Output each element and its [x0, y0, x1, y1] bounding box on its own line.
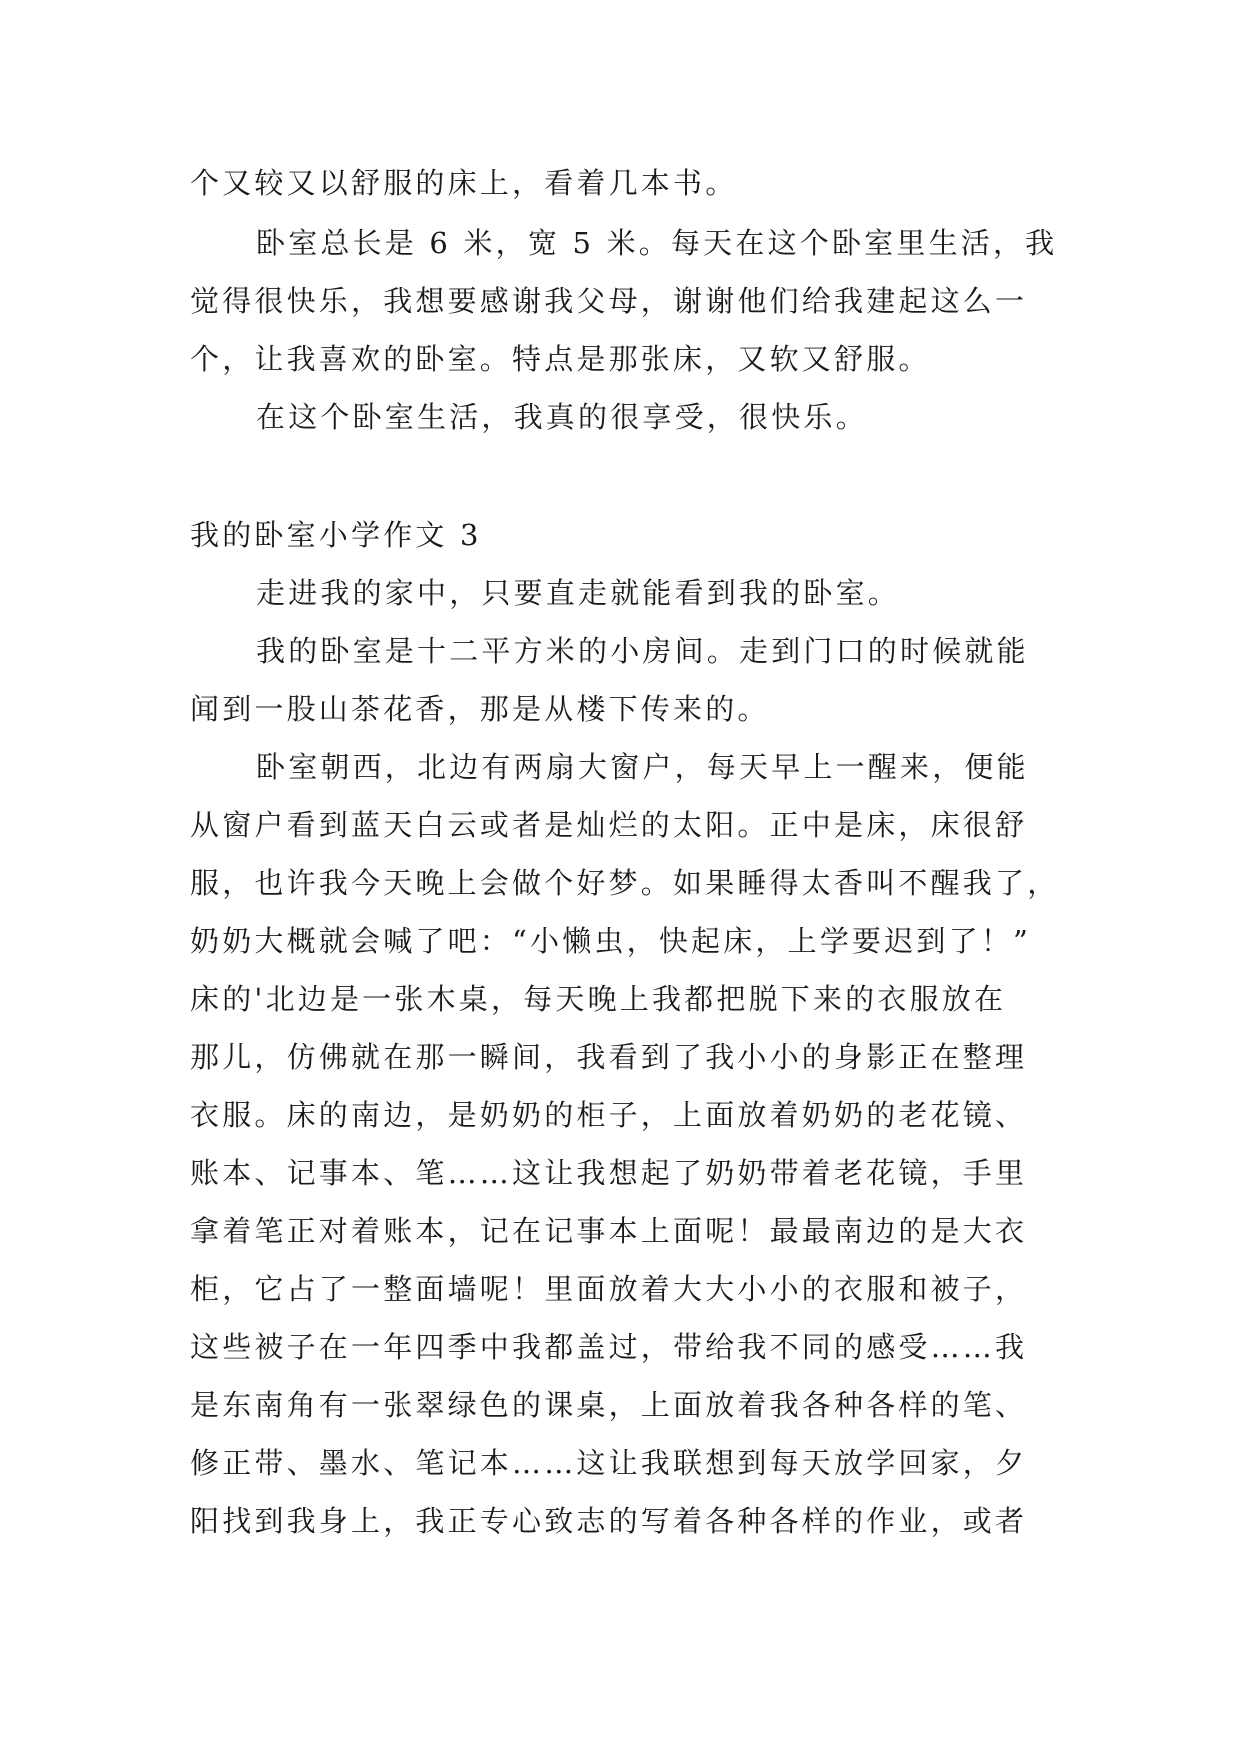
text-line: 我的卧室是十二平方米的小房间。走到门口的时候就能 [256, 634, 1029, 668]
text-line: 阳找到我身上，我正专心致志的写着各种各样的作业，或者 [190, 1504, 1028, 1538]
text-line: 这些被子在一年四季中我都盖过，带给我不同的感受……我 [190, 1330, 1028, 1364]
text-line: 柜，它占了一整面墙呢！里面放着大大小小的衣服和被子， [190, 1272, 1028, 1306]
text-line: 拿着笔正对着账本，记在记事本上面呢！最最南边的是大衣 [190, 1214, 1028, 1248]
text-line: 衣服。床的南边，是奶奶的柜子，上面放着奶奶的老花镜、 [190, 1098, 1028, 1132]
text-line: 修正带、墨水、笔记本……这让我联想到每天放学回家，夕 [190, 1446, 1028, 1480]
text-line: 闻到一股山茶花香，那是从楼下传来的。 [190, 692, 770, 726]
text-line: 卧室朝西，北边有两扇大窗户，每天早上一醒来，便能 [256, 750, 1029, 784]
text-line: 走进我的家中，只要直走就能看到我的卧室。 [256, 576, 901, 610]
text-line: 服，也许我今天晚上会做个好梦。如果睡得太香叫不醒我了， [190, 866, 1060, 900]
text-line: 那儿，仿佛就在那一瞬间，我看到了我小小的身影正在整理 [190, 1040, 1028, 1074]
text-line: 奶奶大概就会喊了吧：“小懒虫，快起床，上学要迟到了！” [190, 924, 1032, 958]
text-line: 个，让我喜欢的卧室。特点是那张床，又软又舒服。 [190, 342, 931, 376]
text-line: 在这个卧室生活，我真的很享受，很快乐。 [256, 400, 868, 434]
text-line: 觉得很快乐，我想要感谢我父母，谢谢他们给我建起这么一 [190, 284, 1028, 318]
text-line: 从窗户看到蓝天白云或者是灿烂的太阳。正中是床，床很舒 [190, 808, 1028, 842]
text-line: 卧室总长是 6 米，宽 5 米。每天在这个卧室里生活，我 [256, 226, 1058, 260]
text-line: 是东南角有一张翠绿色的课桌，上面放着我各种各样的笔、 [190, 1388, 1028, 1422]
text-line: 床的'北边是一张木桌，每天晚上我都把脱下来的衣服放在 [190, 982, 1007, 1016]
section-title: 我的卧室小学作文 3 [190, 518, 482, 552]
text-line: 账本、记事本、笔……这让我想起了奶奶带着老花镜，手里 [190, 1156, 1028, 1190]
text-line: 个又较又以舒服的床上，看着几本书。 [190, 166, 738, 200]
